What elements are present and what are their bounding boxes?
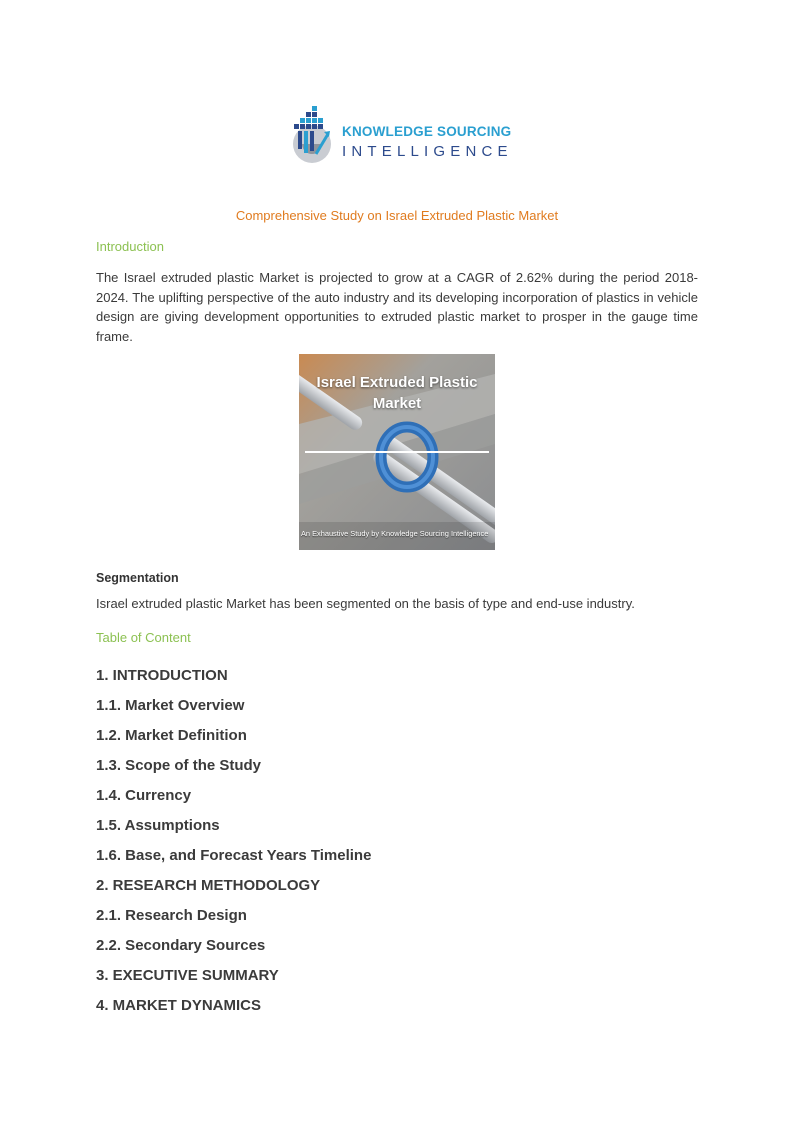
toc-item: 3. EXECUTIVE SUMMARY (96, 967, 279, 984)
document-title: Comprehensive Study on Israel Extruded Plastic Market (235, 208, 559, 223)
toc-item: 1.1. Market Overview (96, 697, 245, 714)
toc-item: 1.4. Currency (96, 787, 192, 804)
toc-item: 1.5. Assumptions (96, 817, 220, 834)
toc-item: 1. INTRODUCTION (96, 667, 228, 684)
logo-line-1: KNOWLEDGE SOURCING (342, 124, 512, 139)
table-of-content-heading: Table of Content (96, 630, 191, 645)
segmentation-heading: Segmentation (96, 571, 179, 585)
toc-item: 1.3. Scope of the Study (96, 757, 262, 774)
toc-item: 1.6. Base, and Forecast Years Timeline (96, 847, 372, 864)
toc-item: 1.2. Market Definition (96, 727, 247, 744)
company-logo (290, 104, 513, 166)
introduction-paragraph: The Israel extruded plastic Market is projected to grow at a CAGR of 2.62% during the period 2018-2024. The uplifting perspective of the auto industry and its developing incorporation of plastics in vehicle design are giving development opportunities to extruded plastic market to prosper in the gauge time frame. (96, 270, 698, 344)
toc-item: 2. RESEARCH METHODOLOGY (96, 877, 321, 894)
segmentation-text: Israel extruded plastic Market has been segmented on the basis of type and end-use industry. (96, 596, 635, 611)
cover-subtitle: An Exhaustive Study by Knowledge Sourcing Intelligence (301, 529, 489, 538)
toc-item: 4. MARKET DYNAMICS (96, 997, 262, 1014)
introduction-heading: Introduction (96, 239, 164, 254)
logo-mark-icon (290, 104, 340, 166)
report-cover-image (299, 354, 495, 550)
cover-title: Israel Extruded Plastic Market (316, 374, 478, 412)
toc-item: 2.2. Secondary Sources (96, 937, 266, 954)
table-of-content-list (96, 666, 371, 1026)
toc-item: 2.1. Research Design (96, 907, 247, 924)
logo-line-2: INTELLIGENCE (342, 143, 513, 160)
